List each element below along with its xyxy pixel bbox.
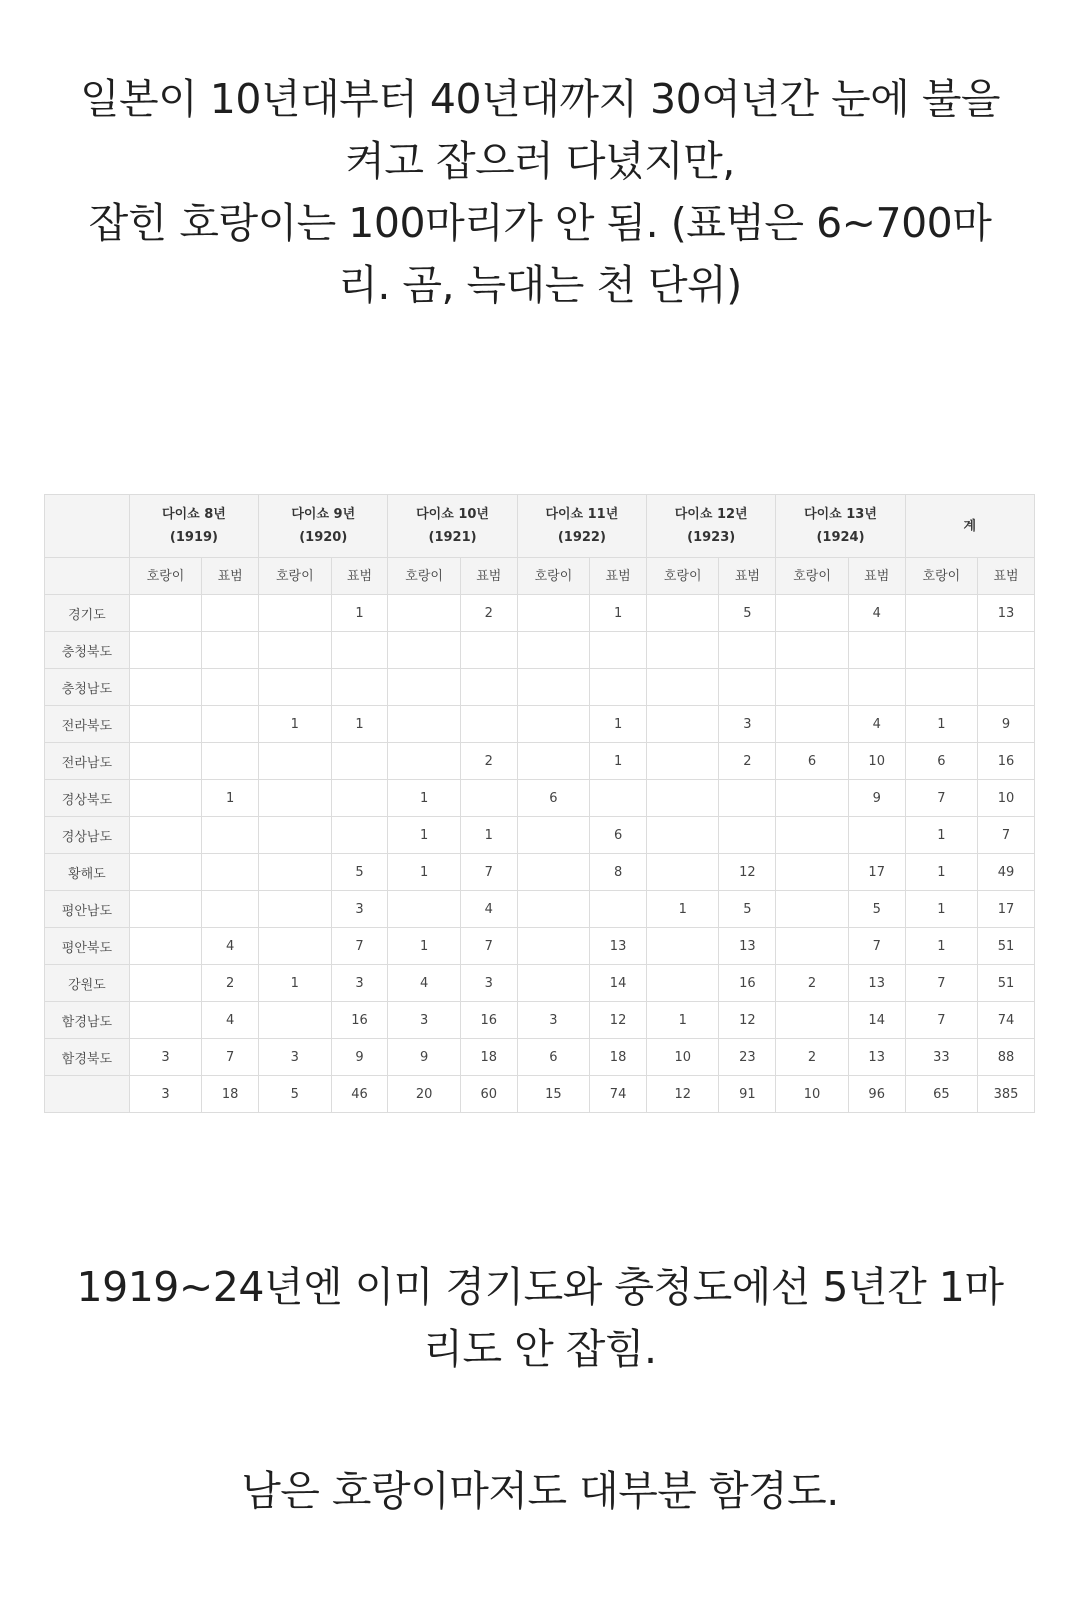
tiger-count-cell [517,817,589,854]
leopard-count-cell: 23 [719,1039,776,1076]
animal-header-leopard: 표범 [848,558,905,595]
year-label: 다이쇼 9년 [291,507,356,522]
leopard-count-cell: 7 [460,928,517,965]
leopard-count-cell [848,632,905,669]
tiger-count-cell [129,595,201,632]
tiger-count-cell [129,1002,201,1039]
tiger-count-cell: 3 [388,1002,460,1039]
leopard-count-cell [331,743,388,780]
tiger-count-cell: 1 [905,928,977,965]
leopard-count-cell: 5 [719,595,776,632]
leopard-count-cell: 7 [202,1039,259,1076]
tiger-count-cell [388,706,460,743]
year-label: 다이쇼 12년 [674,507,748,522]
leopard-count-cell: 12 [719,1002,776,1039]
leopard-count-cell: 3 [460,965,517,1002]
tiger-count-cell: 7 [905,965,977,1002]
leopard-count-cell: 9 [331,1039,388,1076]
closing-line: 남은 호랑이마저도 대부분 함경도. [241,1467,839,1515]
tiger-count-cell [905,632,977,669]
intro-line: 일본이 10년대부터 40년대까지 30여년간 눈에 불을 [79,75,1001,123]
tiger-count-cell [776,891,848,928]
tiger-count-cell: 15 [517,1076,589,1113]
tiger-count-cell [647,928,719,965]
table-row [45,632,1035,669]
tiger-count-cell [388,743,460,780]
year-value: (1924) [816,530,865,545]
tiger-count-cell: 3 [517,1002,589,1039]
year-header [517,495,646,558]
tiger-count-cell [129,706,201,743]
table-row [45,928,1035,965]
tiger-count-cell: 1 [388,817,460,854]
year-header [259,495,388,558]
table-row [45,780,1035,817]
leopard-count-cell [590,669,647,706]
middle-line: 1919~24년엔 이미 경기도와 충청도에선 5년간 1마 [76,1263,1004,1311]
region-label: 강원도 [45,965,130,1002]
year-header [129,495,258,558]
tiger-count-cell: 10 [647,1039,719,1076]
tiger-count-cell [776,669,848,706]
tiger-count-cell: 1 [259,706,331,743]
tiger-count-cell: 3 [259,1039,331,1076]
leopard-count-cell: 7 [848,928,905,965]
leopard-count-cell: 16 [978,743,1035,780]
leopard-count-cell [848,669,905,706]
leopard-count-cell [978,632,1035,669]
middle-line: 리도 안 잡힘. [423,1325,657,1373]
tiger-count-cell: 2 [776,965,848,1002]
year-value: (1920) [299,530,348,545]
leopard-count-cell: 1 [331,706,388,743]
leopard-count-cell: 2 [719,743,776,780]
leopard-count-cell: 385 [978,1076,1035,1113]
tiger-count-cell [129,965,201,1002]
leopard-count-cell [202,595,259,632]
year-value: (1921) [428,530,477,545]
leopard-count-cell: 9 [848,780,905,817]
tiger-count-cell [647,669,719,706]
table-row [45,854,1035,891]
corner-cell [45,558,130,595]
tiger-count-cell [647,595,719,632]
total-header: 계 [905,495,1034,558]
tiger-count-cell [517,891,589,928]
tiger-count-cell [776,595,848,632]
tiger-count-cell: 1 [388,780,460,817]
table-row [45,595,1035,632]
tiger-count-cell [517,854,589,891]
leopard-count-cell: 1 [590,706,647,743]
region-label: 충청남도 [45,669,130,706]
year-label: 다이쇼 8년 [162,507,226,522]
tiger-count-cell [905,595,977,632]
tiger-count-cell [129,891,201,928]
leopard-count-cell: 46 [331,1076,388,1113]
region-label: 함경남도 [45,1002,130,1039]
leopard-count-cell: 13 [848,1039,905,1076]
tiger-count-cell: 12 [647,1076,719,1113]
year-label: 다이쇼 13년 [804,507,877,522]
tiger-count-cell [129,928,201,965]
tiger-count-cell [129,632,201,669]
leopard-count-cell: 2 [460,743,517,780]
tiger-count-cell [517,669,589,706]
region-label: 평안남도 [45,891,130,928]
leopard-count-cell [202,891,259,928]
region-label: 경상남도 [45,817,130,854]
tiger-count-cell [129,817,201,854]
table-row [45,669,1035,706]
tiger-count-cell: 1 [905,817,977,854]
leopard-count-cell: 5 [848,891,905,928]
leopard-count-cell: 88 [978,1039,1035,1076]
leopard-count-cell: 18 [590,1039,647,1076]
year-header [647,495,776,558]
leopard-count-cell: 13 [848,965,905,1002]
tiger-count-cell [259,595,331,632]
tiger-count-cell [647,854,719,891]
leopard-count-cell: 7 [978,817,1035,854]
leopard-count-cell: 14 [848,1002,905,1039]
leopard-count-cell [719,817,776,854]
tiger-count-cell [776,780,848,817]
leopard-count-cell: 5 [331,854,388,891]
year-label: 다이쇼 11년 [545,507,619,522]
tiger-count-cell: 65 [905,1076,977,1113]
leopard-count-cell: 51 [978,965,1035,1002]
tiger-count-cell [647,743,719,780]
tiger-count-cell [388,669,460,706]
animal-header-leopard: 표범 [460,558,517,595]
leopard-count-cell [202,669,259,706]
leopard-count-cell [460,706,517,743]
animal-header-leopard: 표범 [719,558,776,595]
leopard-count-cell [202,817,259,854]
tiger-count-cell: 3 [129,1039,201,1076]
intro-line: 잡힌 호랑이는 100마리가 안 됨. (표범은 6~700마 [88,199,992,247]
corner-cell [45,495,130,558]
tiger-count-cell [776,632,848,669]
year-header [388,495,517,558]
animal-header-tiger: 호랑이 [388,558,460,595]
table-row [45,817,1035,854]
tiger-count-cell [388,595,460,632]
tiger-count-cell: 6 [517,780,589,817]
animal-header-tiger: 호랑이 [517,558,589,595]
tiger-count-cell [776,928,848,965]
region-label: 전라북도 [45,706,130,743]
leopard-count-cell: 6 [590,817,647,854]
region-label: 함경북도 [45,1039,130,1076]
leopard-count-cell [590,780,647,817]
leopard-count-cell [202,706,259,743]
tiger-count-cell [259,928,331,965]
tiger-count-cell [517,632,589,669]
animal-header-tiger: 호랑이 [905,558,977,595]
leopard-count-cell: 13 [978,595,1035,632]
table-row [45,706,1035,743]
leopard-count-cell [590,632,647,669]
leopard-count-cell: 3 [719,706,776,743]
tiger-count-cell [259,854,331,891]
year-header-row [45,495,1035,558]
leopard-count-cell: 1 [590,595,647,632]
leopard-count-cell: 91 [719,1076,776,1113]
tiger-count-cell: 10 [776,1076,848,1113]
leopard-count-cell: 1 [202,780,259,817]
leopard-count-cell: 13 [719,928,776,965]
tiger-count-cell [647,817,719,854]
tiger-count-cell [776,817,848,854]
leopard-count-cell: 16 [460,1002,517,1039]
tiger-count-cell [259,1002,331,1039]
table-body [45,595,1035,1113]
tiger-count-cell: 1 [388,928,460,965]
tiger-count-cell: 1 [259,965,331,1002]
region-label: 경상북도 [45,780,130,817]
tiger-count-cell: 3 [129,1076,201,1113]
leopard-count-cell: 13 [590,928,647,965]
tiger-count-cell [259,817,331,854]
animal-header-leopard: 표범 [978,558,1035,595]
tiger-count-cell: 9 [388,1039,460,1076]
tiger-count-cell: 1 [647,891,719,928]
leopard-count-cell: 16 [331,1002,388,1039]
leopard-count-cell: 74 [978,1002,1035,1039]
tiger-count-cell: 1 [388,854,460,891]
tiger-count-cell [776,854,848,891]
tiger-count-cell [259,669,331,706]
tiger-count-cell: 6 [776,743,848,780]
tiger-count-cell: 20 [388,1076,460,1113]
animal-header-row [45,558,1035,595]
leopard-count-cell: 5 [719,891,776,928]
leopard-count-cell: 18 [202,1076,259,1113]
leopard-count-cell: 10 [848,743,905,780]
region-label [45,1076,130,1113]
leopard-count-cell: 3 [331,891,388,928]
leopard-count-cell: 3 [331,965,388,1002]
tiger-count-cell [905,669,977,706]
year-value: (1919) [169,530,218,545]
leopard-count-cell: 51 [978,928,1035,965]
animal-header-tiger: 호랑이 [647,558,719,595]
region-label: 충청북도 [45,632,130,669]
tiger-count-cell [517,928,589,965]
tiger-count-cell [259,780,331,817]
leopard-count-cell: 8 [590,854,647,891]
leopard-count-cell [460,780,517,817]
leopard-count-cell: 12 [719,854,776,891]
leopard-count-cell: 18 [460,1039,517,1076]
tiger-count-cell [647,632,719,669]
middle-paragraph [40,1256,1040,1380]
tiger-count-cell: 6 [517,1039,589,1076]
tiger-count-cell: 6 [905,743,977,780]
leopard-count-cell [331,817,388,854]
region-label: 황해도 [45,854,130,891]
leopard-count-cell: 14 [590,965,647,1002]
table-row [45,965,1035,1002]
tiger-count-cell [517,743,589,780]
tiger-count-cell [388,632,460,669]
leopard-count-cell: 7 [460,854,517,891]
leopard-count-cell: 1 [590,743,647,780]
leopard-count-cell: 4 [202,928,259,965]
leopard-count-cell [202,632,259,669]
region-label: 경기도 [45,595,130,632]
leopard-count-cell: 17 [848,854,905,891]
tiger-count-cell [388,891,460,928]
leopard-count-cell [202,743,259,780]
leopard-count-cell: 1 [460,817,517,854]
intro-line: 리. 곰, 늑대는 천 단위) [338,261,742,309]
tiger-count-cell [129,669,201,706]
tiger-count-cell: 5 [259,1076,331,1113]
animal-header-leopard: 표범 [331,558,388,595]
leopard-count-cell: 4 [848,595,905,632]
leopard-count-cell [590,891,647,928]
tiger-count-cell: 7 [905,780,977,817]
leopard-count-cell: 74 [590,1076,647,1113]
tiger-count-cell [259,891,331,928]
leopard-count-cell [460,669,517,706]
leopard-count-cell: 2 [460,595,517,632]
leopard-count-cell: 4 [202,1002,259,1039]
year-value: (1922) [557,530,606,545]
tiger-count-cell: 1 [905,706,977,743]
year-header [776,495,905,558]
tiger-count-cell [776,706,848,743]
leopard-count-cell [719,632,776,669]
hunting-stats-table-container [44,494,1035,1113]
tiger-count-cell [647,965,719,1002]
leopard-count-cell: 60 [460,1076,517,1113]
leopard-count-cell: 96 [848,1076,905,1113]
tiger-count-cell [776,1002,848,1039]
table-row [45,743,1035,780]
tiger-count-cell: 2 [776,1039,848,1076]
intro-paragraph [40,68,1040,316]
table-row [45,1039,1035,1076]
intro-line: 켜고 잡으러 다녔지만, [345,137,735,185]
table-total-row [45,1076,1035,1113]
table-row [45,1002,1035,1039]
leopard-count-cell: 12 [590,1002,647,1039]
tiger-count-cell: 33 [905,1039,977,1076]
region-label: 평안북도 [45,928,130,965]
leopard-count-cell [978,669,1035,706]
leopard-count-cell [460,632,517,669]
table-row [45,891,1035,928]
tiger-count-cell [129,743,201,780]
hunting-stats-table [44,494,1035,1113]
year-value: (1923) [687,530,736,545]
leopard-count-cell: 7 [331,928,388,965]
tiger-count-cell [259,632,331,669]
animal-header-leopard: 표범 [202,558,259,595]
leopard-count-cell [719,780,776,817]
tiger-count-cell: 1 [905,891,977,928]
tiger-count-cell [517,965,589,1002]
leopard-count-cell [848,817,905,854]
animal-header-leopard: 표범 [590,558,647,595]
region-label: 전라남도 [45,743,130,780]
tiger-count-cell [129,780,201,817]
animal-header-tiger: 호랑이 [129,558,201,595]
tiger-count-cell: 1 [647,1002,719,1039]
tiger-count-cell: 4 [388,965,460,1002]
animal-header-tiger: 호랑이 [259,558,331,595]
year-label: 다이쇼 10년 [416,507,489,522]
tiger-count-cell [129,854,201,891]
leopard-count-cell: 17 [978,891,1035,928]
tiger-count-cell: 1 [905,854,977,891]
leopard-count-cell: 9 [978,706,1035,743]
leopard-count-cell [202,854,259,891]
tiger-count-cell: 7 [905,1002,977,1039]
leopard-count-cell: 10 [978,780,1035,817]
leopard-count-cell [331,780,388,817]
tiger-count-cell [647,780,719,817]
leopard-count-cell: 1 [331,595,388,632]
closing-paragraph [40,1460,1040,1522]
leopard-count-cell: 16 [719,965,776,1002]
leopard-count-cell [331,669,388,706]
leopard-count-cell: 4 [460,891,517,928]
leopard-count-cell [719,669,776,706]
leopard-count-cell: 2 [202,965,259,1002]
tiger-count-cell [517,706,589,743]
animal-header-tiger: 호랑이 [776,558,848,595]
tiger-count-cell [647,706,719,743]
tiger-count-cell [259,743,331,780]
leopard-count-cell [331,632,388,669]
leopard-count-cell: 49 [978,854,1035,891]
tiger-count-cell [517,595,589,632]
leopard-count-cell: 4 [848,706,905,743]
